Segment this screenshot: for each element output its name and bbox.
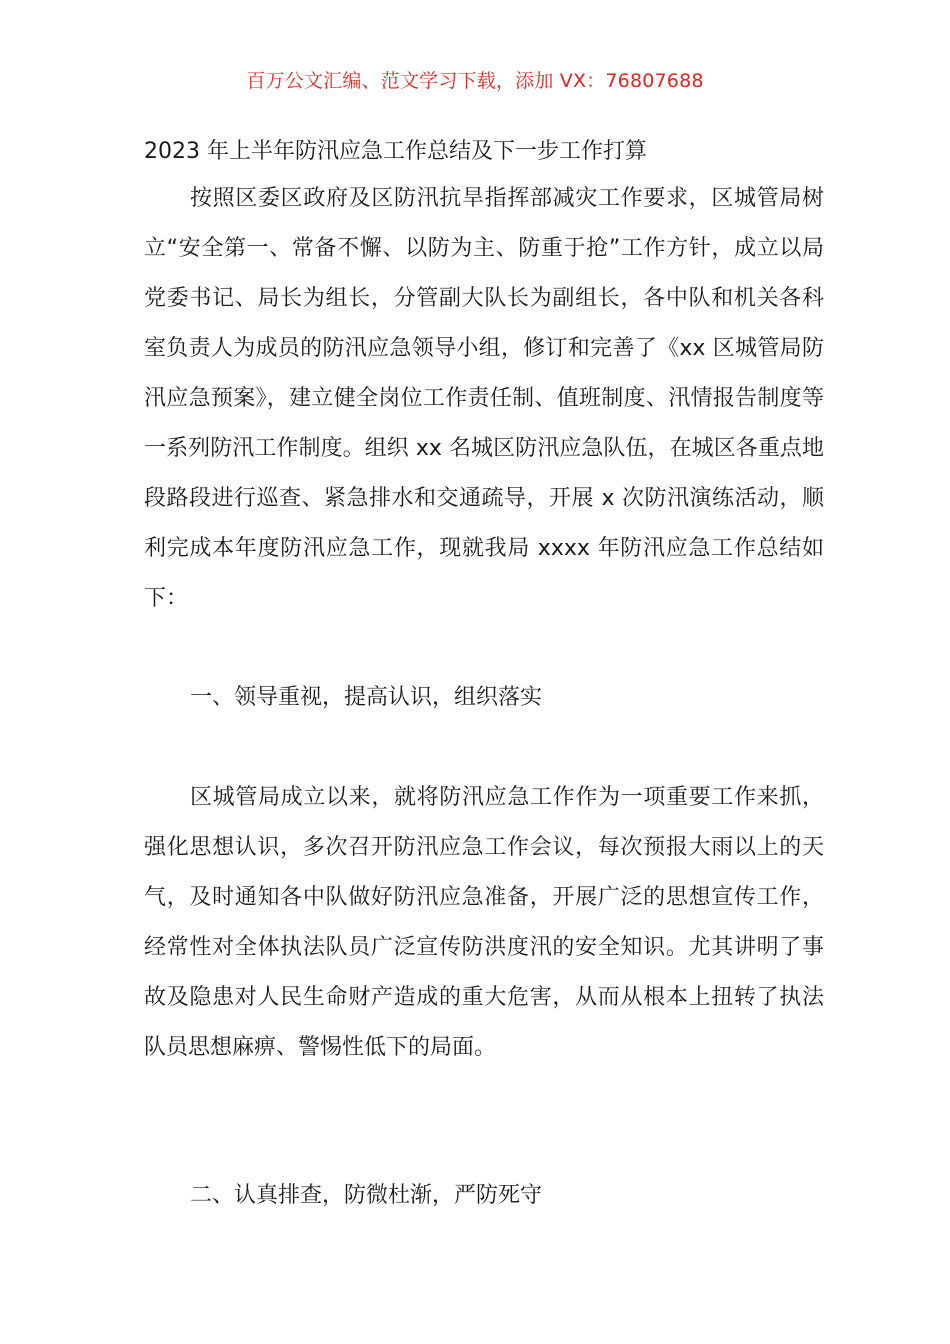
section-heading-2: 二、认真排查，防微杜渐，严防死守 bbox=[190, 1183, 543, 1208]
section-1-paragraph: 区城管局成立以来，就将防汛应急工作作为一项重要工作来抓，强化思想认识，多次召开防汛应急工作会议，每次预报大雨以上的天气，及时通知各中队做好防汛应急准备，开展广泛的思想宣传工作，经常性对全体执法队员广泛宣传防洪度汛的安全知识。尤其讲明了事故及隐患对人民生命财产造成的重大危害，从而从根本上扭转了执法队员思想麻痹、警惕性低下的局面。 bbox=[144, 785, 824, 1060]
header-banner: 百万公文汇编、范文学习下载，添加 VX：76807688 bbox=[246, 70, 704, 92]
intro-paragraph: 按照区委区政府及区防汛抗旱指挥部减灾工作要求，区城管局树立“安全第一、常备不懈、以防为主、防重于抢”工作方针，成立以局党委书记、局长为组长，分管副大队长为副组长，各中队和机关各科室负责人为成员的防汛应急领导小组，修订和完善了《xx 区城管局防汛应急预案》，建立健全岗位工作责任制、值班制度、汛情报告制度等一系列防汛工作制度。组织 xx 名城区防汛应急队伍，在城区各重点地段路段进行巡查、紧急排水和交通疏导，开展 x 次防汛演练活动，顺利完成本年度防汛应急工作，现就我局 xxxx 年防汛应急工作总结如下： bbox=[144, 186, 824, 611]
section-heading-1: 一、领导重视，提高认识，组织落实 bbox=[190, 685, 543, 710]
document-title: 2023 年上半年防汛应急工作总结及下一步工作打算 bbox=[144, 139, 647, 164]
